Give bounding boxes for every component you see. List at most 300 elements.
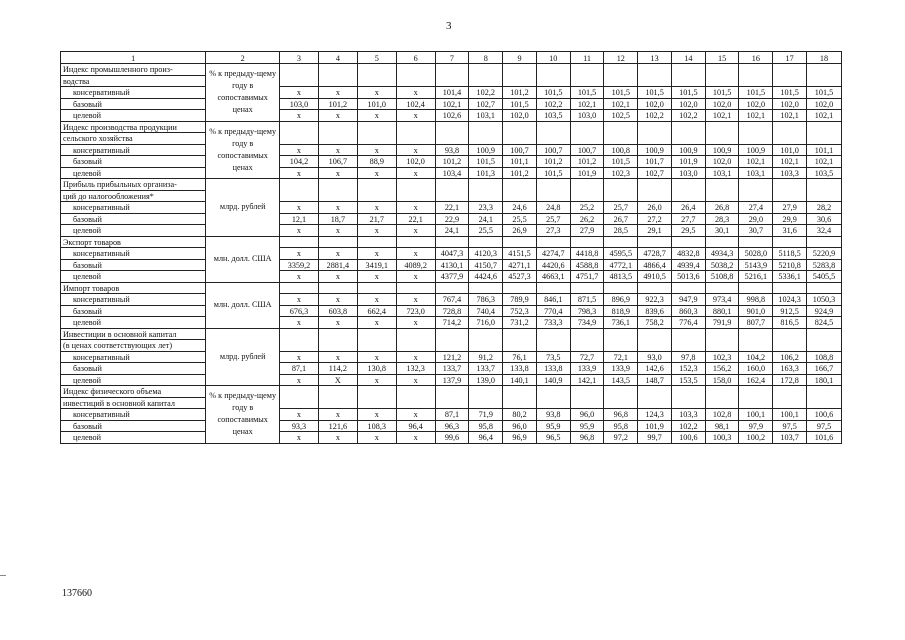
value-cell: 31,6: [773, 225, 807, 237]
value-cell: 4047,3: [435, 248, 469, 260]
value-cell: 3419,1: [357, 259, 396, 271]
value-cell: 101,5: [739, 87, 773, 99]
value-cell: 728,8: [435, 305, 469, 317]
value-cell: 103,3: [773, 167, 807, 179]
value-cell: х: [280, 271, 319, 283]
value-cell: 25,7: [604, 202, 638, 214]
value-cell: 101,2: [570, 156, 604, 168]
value-cell: х: [318, 202, 357, 214]
scenario-label: базовый: [61, 420, 206, 432]
empty-cell: [638, 386, 672, 409]
indicator-title: (в ценах соответствующих лет): [61, 340, 206, 352]
value-cell: 973,4: [705, 294, 739, 306]
value-cell: 12,1: [280, 213, 319, 225]
value-cell: 96,5: [536, 432, 570, 444]
empty-cell: [536, 121, 570, 144]
value-cell: 87,1: [280, 363, 319, 375]
value-cell: 102,0: [396, 156, 435, 168]
scenario-label: базовый: [61, 259, 206, 271]
empty-cell: [469, 386, 503, 409]
value-cell: 1024,3: [773, 294, 807, 306]
value-cell: 97,2: [604, 432, 638, 444]
value-cell: 96,8: [604, 409, 638, 421]
empty-cell: [739, 236, 773, 248]
value-cell: 4377,9: [435, 271, 469, 283]
indicator-title-row: [61, 179, 842, 191]
value-cell: 133,9: [604, 363, 638, 375]
value-cell: х: [357, 317, 396, 329]
empty-cell: [357, 236, 396, 248]
value-cell: 100,6: [807, 409, 842, 421]
value-cell: 97,9: [739, 420, 773, 432]
value-cell: 25,5: [469, 225, 503, 237]
empty-cell: [503, 179, 537, 202]
empty-cell: [318, 328, 357, 351]
value-cell: 4588,8: [570, 259, 604, 271]
value-cell: 818,9: [604, 305, 638, 317]
value-cell: 4910,5: [638, 271, 672, 283]
empty-cell: [503, 236, 537, 248]
value-cell: 72,1: [604, 351, 638, 363]
empty-cell: [435, 64, 469, 87]
value-cell: 102,2: [469, 87, 503, 99]
value-cell: х: [396, 374, 435, 386]
value-cell: 102,3: [604, 167, 638, 179]
value-cell: х: [357, 87, 396, 99]
value-cell: х: [318, 167, 357, 179]
value-cell: 29,5: [671, 225, 705, 237]
empty-cell: [318, 179, 357, 202]
scenario-label: консервативный: [61, 351, 206, 363]
value-cell: 101,0: [773, 144, 807, 156]
value-cell: 30,6: [807, 213, 842, 225]
scenario-label: консервативный: [61, 87, 206, 99]
value-cell: 22,1: [396, 213, 435, 225]
scenario-row: [61, 87, 842, 99]
value-cell: 95,8: [469, 420, 503, 432]
value-cell: х: [280, 225, 319, 237]
value-cell: 137,9: [435, 374, 469, 386]
empty-cell: [318, 121, 357, 144]
indicator-title: Экспорт товаров: [61, 236, 206, 248]
value-cell: 947,9: [671, 294, 705, 306]
value-cell: х: [280, 202, 319, 214]
value-cell: 26,2: [570, 213, 604, 225]
scenario-row: [61, 110, 842, 122]
empty-cell: [807, 328, 842, 351]
value-cell: х: [280, 110, 319, 122]
value-cell: х: [396, 317, 435, 329]
value-cell: 96,0: [570, 409, 604, 421]
value-cell: 21,7: [357, 213, 396, 225]
value-cell: х: [318, 144, 357, 156]
value-cell: 99,7: [638, 432, 672, 444]
value-cell: 106,7: [318, 156, 357, 168]
value-cell: 100,1: [739, 409, 773, 421]
empty-cell: [671, 121, 705, 144]
value-cell: х: [396, 167, 435, 179]
value-cell: 1050,3: [807, 294, 842, 306]
value-cell: х: [396, 202, 435, 214]
column-number: 6: [396, 52, 435, 64]
value-cell: 96,8: [570, 432, 604, 444]
empty-cell: [638, 328, 672, 351]
indicator-title: Инвестиции в основной капитал: [61, 328, 206, 340]
empty-cell: [396, 386, 435, 409]
empty-cell: [638, 64, 672, 87]
empty-cell: [318, 282, 357, 294]
scenario-label: целевой: [61, 317, 206, 329]
value-cell: 101,5: [570, 87, 604, 99]
empty-cell: [280, 282, 319, 294]
indicator-title-row: [61, 328, 842, 340]
value-cell: 93,8: [435, 144, 469, 156]
empty-cell: [469, 179, 503, 202]
value-cell: 130,8: [357, 363, 396, 375]
value-cell: 4939,4: [671, 259, 705, 271]
value-cell: 132,3: [396, 363, 435, 375]
scenario-row: [61, 248, 842, 260]
value-cell: 88,9: [357, 156, 396, 168]
indicator-title-row: [61, 386, 842, 398]
value-cell: 871,5: [570, 294, 604, 306]
value-cell: 163,3: [773, 363, 807, 375]
scenario-row: [61, 144, 842, 156]
value-cell: 101,3: [469, 167, 503, 179]
empty-cell: [773, 282, 807, 294]
empty-cell: [536, 386, 570, 409]
indicator-title: Импорт товаров: [61, 282, 206, 294]
value-cell: 95,9: [536, 420, 570, 432]
value-cell: 4274,7: [536, 248, 570, 260]
column-number: 8: [469, 52, 503, 64]
empty-cell: [807, 179, 842, 202]
value-cell: 4130,1: [435, 259, 469, 271]
value-cell: 101,5: [604, 156, 638, 168]
value-cell: 96,9: [503, 432, 537, 444]
empty-cell: [469, 328, 503, 351]
empty-cell: [773, 64, 807, 87]
empty-cell: [570, 236, 604, 248]
value-cell: 101,6: [807, 432, 842, 444]
value-cell: 102,1: [773, 110, 807, 122]
value-cell: 93,8: [536, 409, 570, 421]
scenario-row: [61, 225, 842, 237]
empty-cell: [280, 121, 319, 144]
empty-cell: [536, 328, 570, 351]
empty-cell: [469, 236, 503, 248]
value-cell: 807,7: [739, 317, 773, 329]
value-cell: х: [357, 374, 396, 386]
value-cell: 25,2: [570, 202, 604, 214]
empty-cell: [604, 64, 638, 87]
column-number: 2: [206, 52, 280, 64]
value-cell: 18,7: [318, 213, 357, 225]
value-cell: 100,9: [469, 144, 503, 156]
value-cell: 102,1: [739, 110, 773, 122]
scenario-row: [61, 432, 842, 444]
empty-cell: [435, 328, 469, 351]
value-cell: 103,5: [807, 167, 842, 179]
value-cell: х: [318, 271, 357, 283]
value-cell: 95,9: [570, 420, 604, 432]
empty-cell: [396, 179, 435, 202]
value-cell: 102,1: [705, 110, 739, 122]
value-cell: 26,9: [503, 225, 537, 237]
value-cell: х: [357, 110, 396, 122]
unit-of-measure: % к предыду-щему году в сопоставимых ценах: [206, 121, 280, 179]
value-cell: 786,3: [469, 294, 503, 306]
value-cell: 28,2: [807, 202, 842, 214]
scenario-row: [61, 374, 842, 386]
empty-cell: [503, 328, 537, 351]
value-cell: 4420,6: [536, 259, 570, 271]
empty-cell: [739, 328, 773, 351]
column-number: 10: [536, 52, 570, 64]
value-cell: 80,2: [503, 409, 537, 421]
unit-of-measure: млн. долл. США: [206, 236, 280, 282]
value-cell: 97,5: [807, 420, 842, 432]
value-cell: 140,1: [503, 374, 537, 386]
value-cell: 102,1: [435, 98, 469, 110]
value-cell: 87,1: [435, 409, 469, 421]
column-number: 5: [357, 52, 396, 64]
scenario-label: базовый: [61, 305, 206, 317]
value-cell: х: [396, 248, 435, 260]
empty-cell: [435, 282, 469, 294]
value-cell: 30,1: [705, 225, 739, 237]
value-cell: 108,8: [807, 351, 842, 363]
empty-cell: [357, 179, 396, 202]
value-cell: х: [280, 294, 319, 306]
value-cell: 158,0: [705, 374, 739, 386]
value-cell: 153,5: [671, 374, 705, 386]
value-cell: 791,9: [705, 317, 739, 329]
value-cell: х: [318, 351, 357, 363]
value-cell: 96,4: [396, 420, 435, 432]
value-cell: 103,0: [671, 167, 705, 179]
column-number: 4: [318, 52, 357, 64]
empty-cell: [773, 328, 807, 351]
value-cell: 29,0: [739, 213, 773, 225]
value-cell: 101,5: [773, 87, 807, 99]
value-cell: 101,2: [435, 156, 469, 168]
value-cell: 4728,7: [638, 248, 672, 260]
empty-cell: [773, 121, 807, 144]
value-cell: 100,9: [638, 144, 672, 156]
value-cell: 4751,7: [570, 271, 604, 283]
empty-cell: [638, 236, 672, 248]
empty-cell: [357, 121, 396, 144]
value-cell: 29,1: [638, 225, 672, 237]
empty-cell: [807, 282, 842, 294]
value-cell: 96,0: [503, 420, 537, 432]
value-cell: 71,9: [469, 409, 503, 421]
scenario-row: [61, 305, 842, 317]
empty-cell: [318, 64, 357, 87]
value-cell: 99,6: [435, 432, 469, 444]
value-cell: 4527,3: [503, 271, 537, 283]
value-cell: 662,4: [357, 305, 396, 317]
value-cell: 101,9: [671, 156, 705, 168]
value-cell: х: [396, 409, 435, 421]
value-cell: х: [357, 202, 396, 214]
scenario-label: базовый: [61, 363, 206, 375]
value-cell: 156,2: [705, 363, 739, 375]
value-cell: 824,5: [807, 317, 842, 329]
value-cell: 740,4: [469, 305, 503, 317]
value-cell: 24,8: [536, 202, 570, 214]
column-number-row: [61, 52, 842, 64]
value-cell: 101,5: [469, 156, 503, 168]
empty-cell: [435, 386, 469, 409]
value-cell: 101,5: [638, 87, 672, 99]
value-cell: 139,0: [469, 374, 503, 386]
value-cell: 100,9: [671, 144, 705, 156]
empty-cell: [739, 179, 773, 202]
empty-cell: [638, 179, 672, 202]
value-cell: 166,7: [807, 363, 842, 375]
empty-cell: [280, 64, 319, 87]
empty-cell: [705, 179, 739, 202]
value-cell: 25,5: [503, 213, 537, 225]
value-cell: 27,4: [739, 202, 773, 214]
value-cell: 101,9: [570, 167, 604, 179]
value-cell: х: [396, 432, 435, 444]
empty-cell: [318, 386, 357, 409]
value-cell: 102,2: [638, 110, 672, 122]
value-cell: х: [357, 167, 396, 179]
value-cell: 880,1: [705, 305, 739, 317]
indicator-title: ций до налогообложения*: [61, 190, 206, 202]
value-cell: 4663,1: [536, 271, 570, 283]
empty-cell: [280, 386, 319, 409]
unit-of-measure: млрд. рублей: [206, 179, 280, 237]
empty-cell: [705, 64, 739, 87]
value-cell: 102,0: [671, 98, 705, 110]
value-cell: 121,6: [318, 420, 357, 432]
indicator-title: сельского хозяйства: [61, 133, 206, 145]
empty-cell: [739, 121, 773, 144]
empty-cell: [318, 236, 357, 248]
empty-cell: [396, 64, 435, 87]
value-cell: 100,8: [604, 144, 638, 156]
value-cell: х: [318, 248, 357, 260]
value-cell: 101,5: [604, 87, 638, 99]
value-cell: 28,5: [604, 225, 638, 237]
value-cell: 101,0: [357, 98, 396, 110]
value-cell: 96,4: [469, 432, 503, 444]
empty-cell: [536, 236, 570, 248]
empty-cell: [671, 179, 705, 202]
value-cell: х: [357, 225, 396, 237]
value-cell: 102,7: [638, 167, 672, 179]
value-cell: 5283,8: [807, 259, 842, 271]
empty-cell: [536, 179, 570, 202]
value-cell: х: [396, 225, 435, 237]
value-cell: 102,1: [570, 98, 604, 110]
empty-cell: [396, 236, 435, 248]
value-cell: х: [280, 167, 319, 179]
value-cell: 100,3: [705, 432, 739, 444]
page-number: 3: [446, 20, 452, 32]
value-cell: 100,1: [773, 409, 807, 421]
value-cell: х: [318, 432, 357, 444]
value-cell: 124,3: [638, 409, 672, 421]
margin-mark: [0, 575, 6, 576]
value-cell: 101,1: [807, 144, 842, 156]
value-cell: 103,7: [773, 432, 807, 444]
empty-cell: [396, 121, 435, 144]
value-cell: 101,1: [503, 156, 537, 168]
value-cell: 734,9: [570, 317, 604, 329]
scenario-row: [61, 271, 842, 283]
value-cell: 27,9: [773, 202, 807, 214]
value-cell: 101,2: [503, 87, 537, 99]
value-cell: 102,4: [396, 98, 435, 110]
value-cell: х: [318, 294, 357, 306]
value-cell: 25,7: [536, 213, 570, 225]
value-cell: 27,3: [536, 225, 570, 237]
value-cell: 102,1: [807, 156, 842, 168]
column-number: 17: [773, 52, 807, 64]
value-cell: 5013,6: [671, 271, 705, 283]
empty-cell: [705, 121, 739, 144]
scenario-label: целевой: [61, 271, 206, 283]
value-cell: 4418,8: [570, 248, 604, 260]
value-cell: 162,4: [739, 374, 773, 386]
scenario-label: целевой: [61, 374, 206, 386]
empty-cell: [435, 179, 469, 202]
scenario-label: базовый: [61, 213, 206, 225]
empty-cell: [739, 386, 773, 409]
scenario-label: целевой: [61, 110, 206, 122]
value-cell: 97,8: [671, 351, 705, 363]
value-cell: 103,4: [435, 167, 469, 179]
empty-cell: [773, 386, 807, 409]
empty-cell: [536, 282, 570, 294]
value-cell: 73,5: [536, 351, 570, 363]
forecast-table: [60, 51, 842, 444]
empty-cell: [604, 386, 638, 409]
value-cell: 912,5: [773, 305, 807, 317]
value-cell: 101,5: [705, 87, 739, 99]
column-number: 12: [604, 52, 638, 64]
value-cell: 140,9: [536, 374, 570, 386]
empty-cell: [357, 282, 396, 294]
value-cell: 152,3: [671, 363, 705, 375]
value-cell: 839,6: [638, 305, 672, 317]
value-cell: 100,7: [503, 144, 537, 156]
value-cell: х: [318, 110, 357, 122]
value-cell: 102,1: [604, 98, 638, 110]
value-cell: 789,9: [503, 294, 537, 306]
value-cell: х: [357, 351, 396, 363]
value-cell: 100,9: [705, 144, 739, 156]
value-cell: 103,1: [469, 110, 503, 122]
empty-cell: [570, 328, 604, 351]
empty-cell: [503, 282, 537, 294]
empty-cell: [604, 236, 638, 248]
value-cell: 24,1: [469, 213, 503, 225]
value-cell: 104,2: [739, 351, 773, 363]
document-code: 137660: [62, 588, 92, 599]
value-cell: 770,4: [536, 305, 570, 317]
empty-cell: [671, 64, 705, 87]
value-cell: 4120,3: [469, 248, 503, 260]
scenario-row: [61, 409, 842, 421]
value-cell: 101,9: [638, 420, 672, 432]
